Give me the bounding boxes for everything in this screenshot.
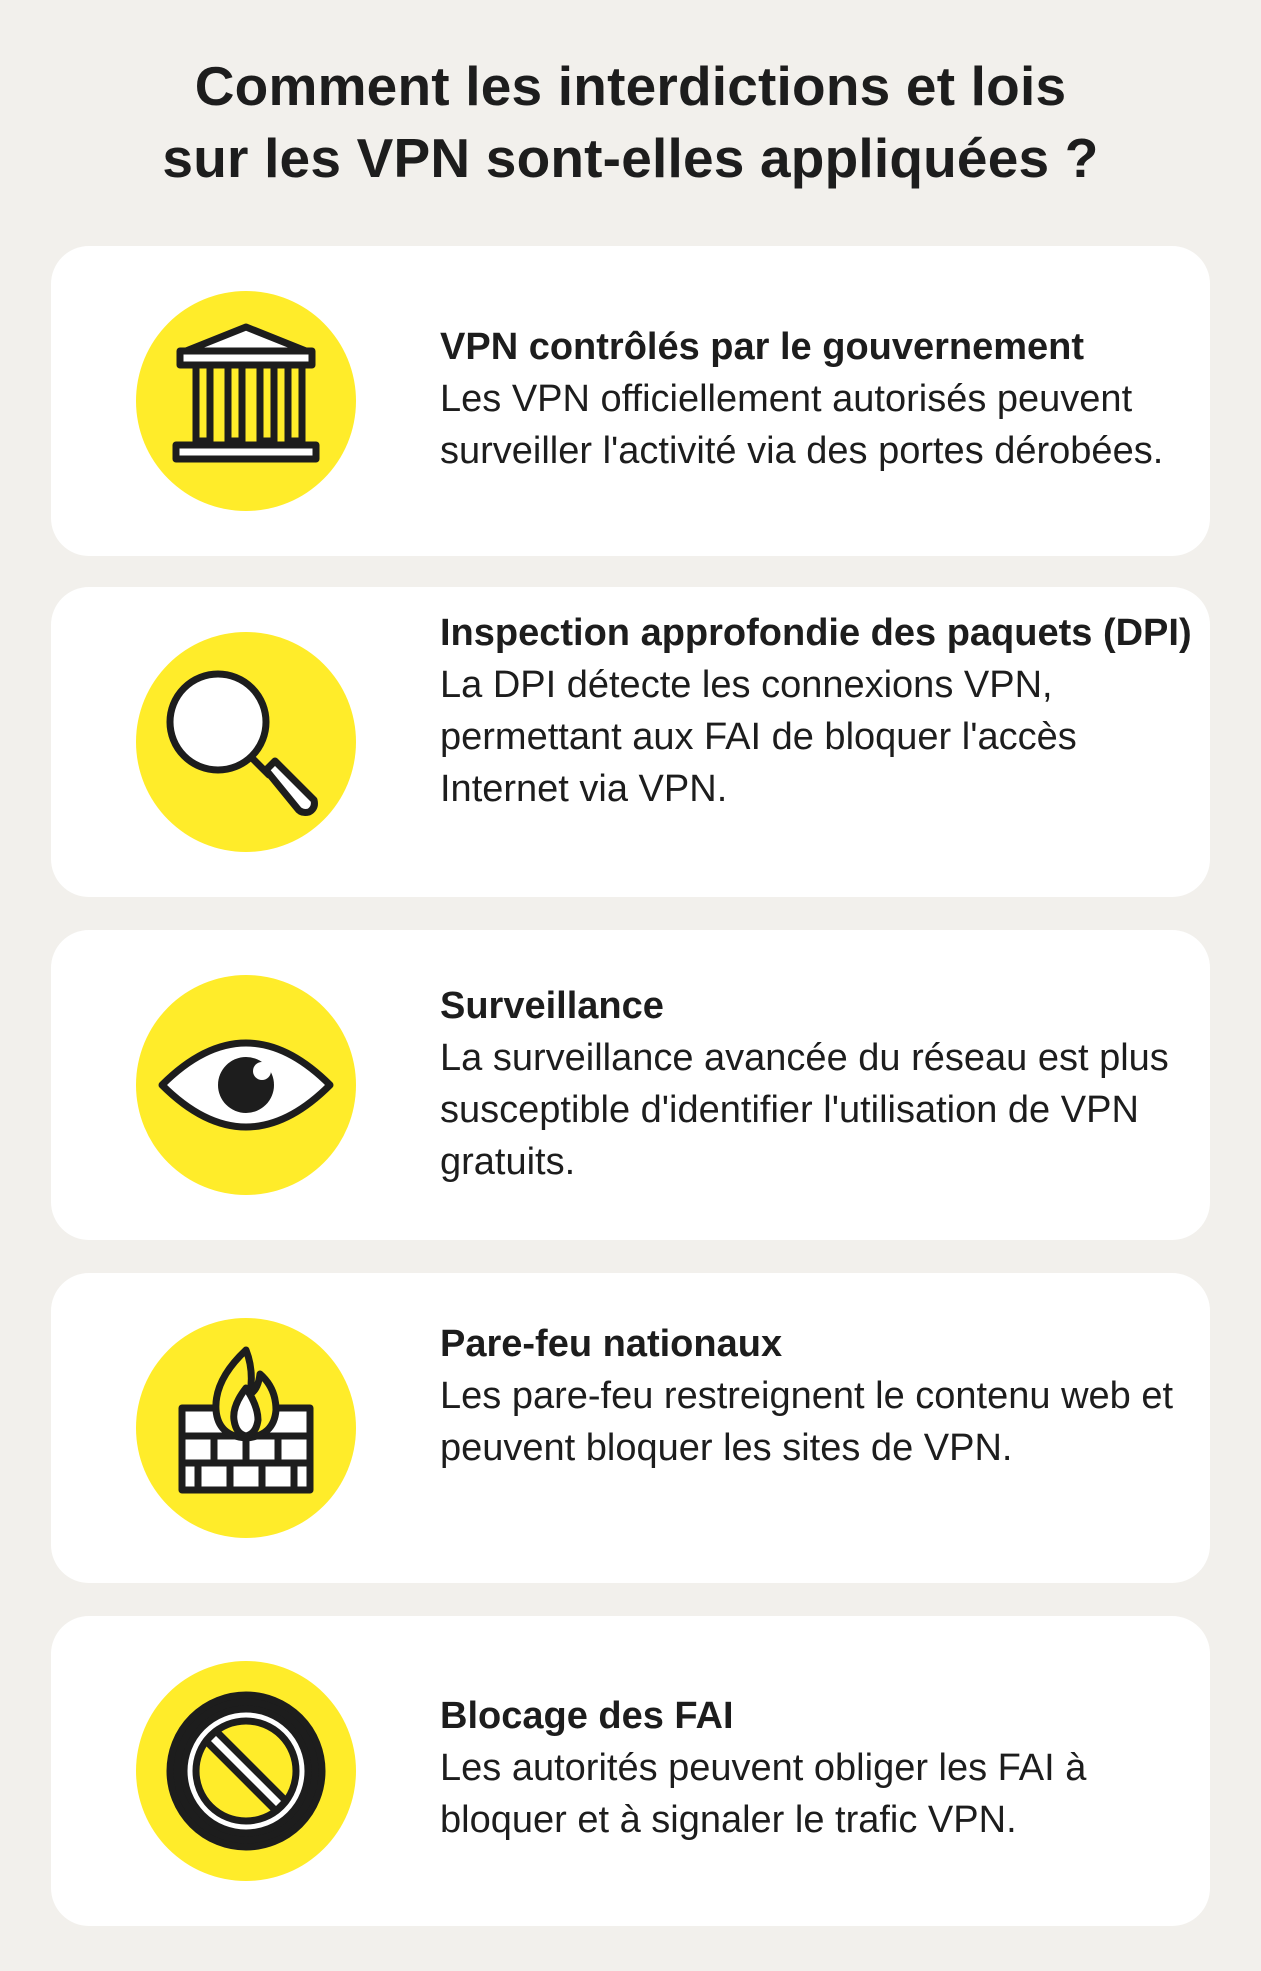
card-surveillance [51,930,1210,1240]
icon-circle [136,975,356,1195]
card-dpi [51,587,1210,897]
icon-circle [136,291,356,511]
page-title-line-2: sur les VPN sont-elles appliquées ? [162,127,1099,189]
card-title: Surveillance [440,985,664,1027]
card-description: Les autorités peuvent obliger les FAI à bloquer et à signaler le trafic VPN. [440,1747,1087,1841]
card-title: Inspection approfondie des paquets (DPI) [440,612,1192,654]
icon-circle [136,1318,356,1538]
magnifying-glass-icon [136,632,356,852]
card-description: La surveillance avancée du réseau est plus susceptible d'identifier l'utilisation de VPN gratuits. [440,1037,1169,1183]
card-title: Pare-feu nationaux [440,1323,783,1365]
page-title [0,50,1261,194]
icon-circle [136,632,356,852]
eye-icon [136,975,356,1195]
card-title: VPN contrôlés par le gouvernement [440,326,1085,368]
firewall-icon [136,1318,356,1538]
page-title-line-1: Comment les interdictions et lois [194,55,1067,117]
card-title: Blocage des FAI [440,1695,734,1737]
blocked-icon [136,1661,356,1881]
icon-circle [136,1661,356,1881]
card-government-vpn [51,246,1210,556]
government-building-icon [136,291,356,511]
card-national-firewalls [51,1273,1210,1583]
card-description: Les VPN officiellement autorisés peuvent surveiller l'activité via des portes dérobées. [440,378,1164,472]
card-description: Les pare-feu restreignent le contenu web et peuvent bloquer les sites de VPN. [440,1375,1174,1469]
card-description: La DPI détecte les connexions VPN, permettant aux FAI de bloquer l'accès Internet via VPN. [440,664,1077,810]
card-isp-blocking [51,1616,1210,1926]
